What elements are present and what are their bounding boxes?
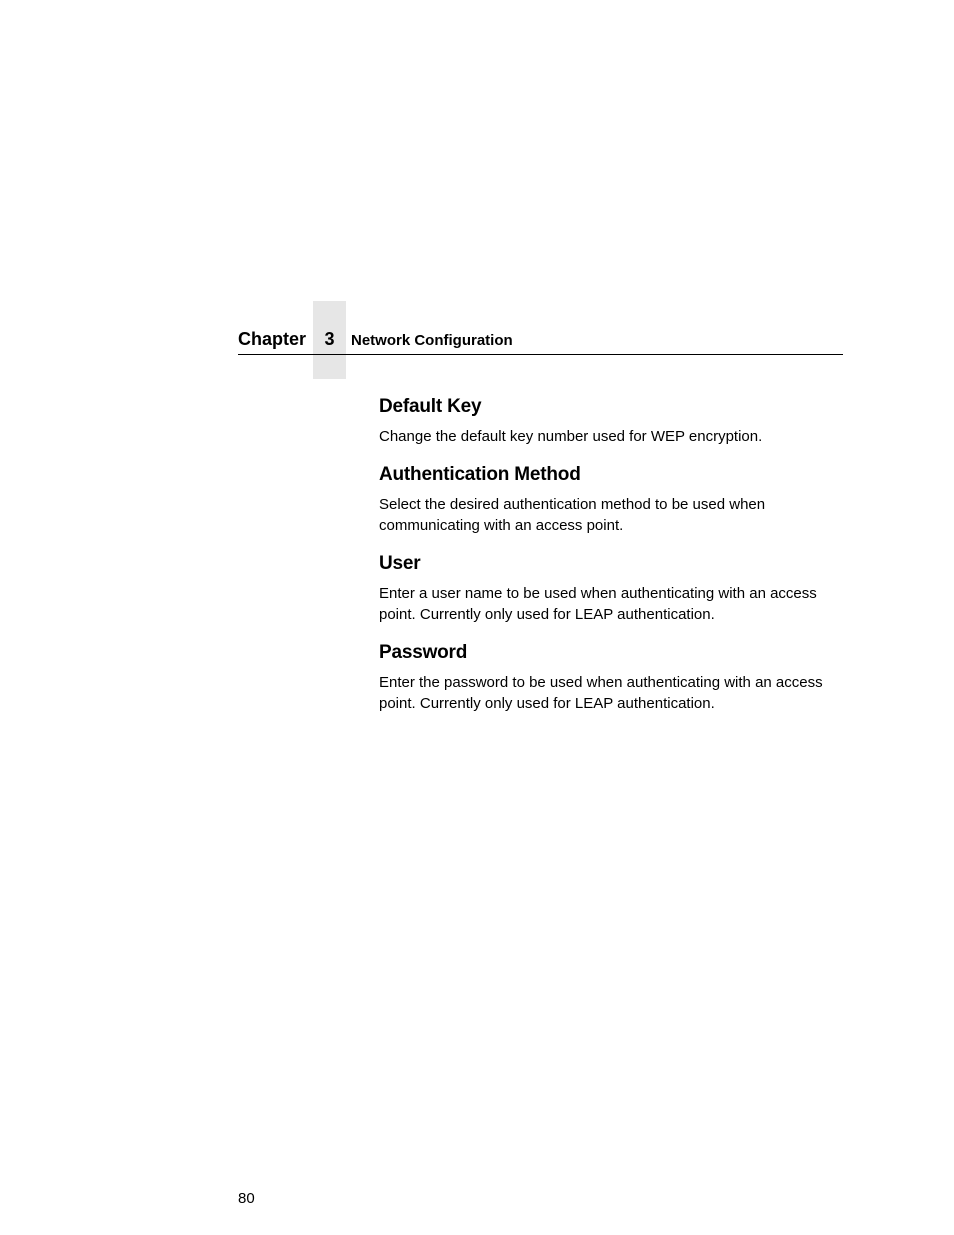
page-number: 80 (238, 1190, 255, 1207)
section-body: Enter a user name to be used when authenticating with an access point. Currently only used for LEAP authentication. (379, 585, 817, 623)
section-body: Select the desired authentication method to be used when communicating with an access point. (379, 496, 766, 534)
section-default-key (379, 394, 849, 447)
section-heading: Password (379, 642, 468, 663)
section-body: Change the default key number used for WEP encryption. (379, 428, 763, 445)
chapter-title: Network Configuration (351, 332, 513, 349)
section-authentication-method (379, 462, 849, 536)
section-user (379, 551, 849, 625)
section-heading: Authentication Method (379, 464, 581, 485)
header-rule (238, 354, 843, 355)
section-password (379, 640, 849, 714)
page-content (379, 394, 849, 729)
chapter-label: Chapter (238, 329, 307, 349)
chapter-number: 3 (324, 329, 335, 349)
section-body: Enter the password to be used when authenticating with an access point. Currently only used for LEAP authentication. (379, 674, 823, 712)
section-heading: Default Key (379, 396, 482, 417)
section-heading: User (379, 553, 421, 574)
